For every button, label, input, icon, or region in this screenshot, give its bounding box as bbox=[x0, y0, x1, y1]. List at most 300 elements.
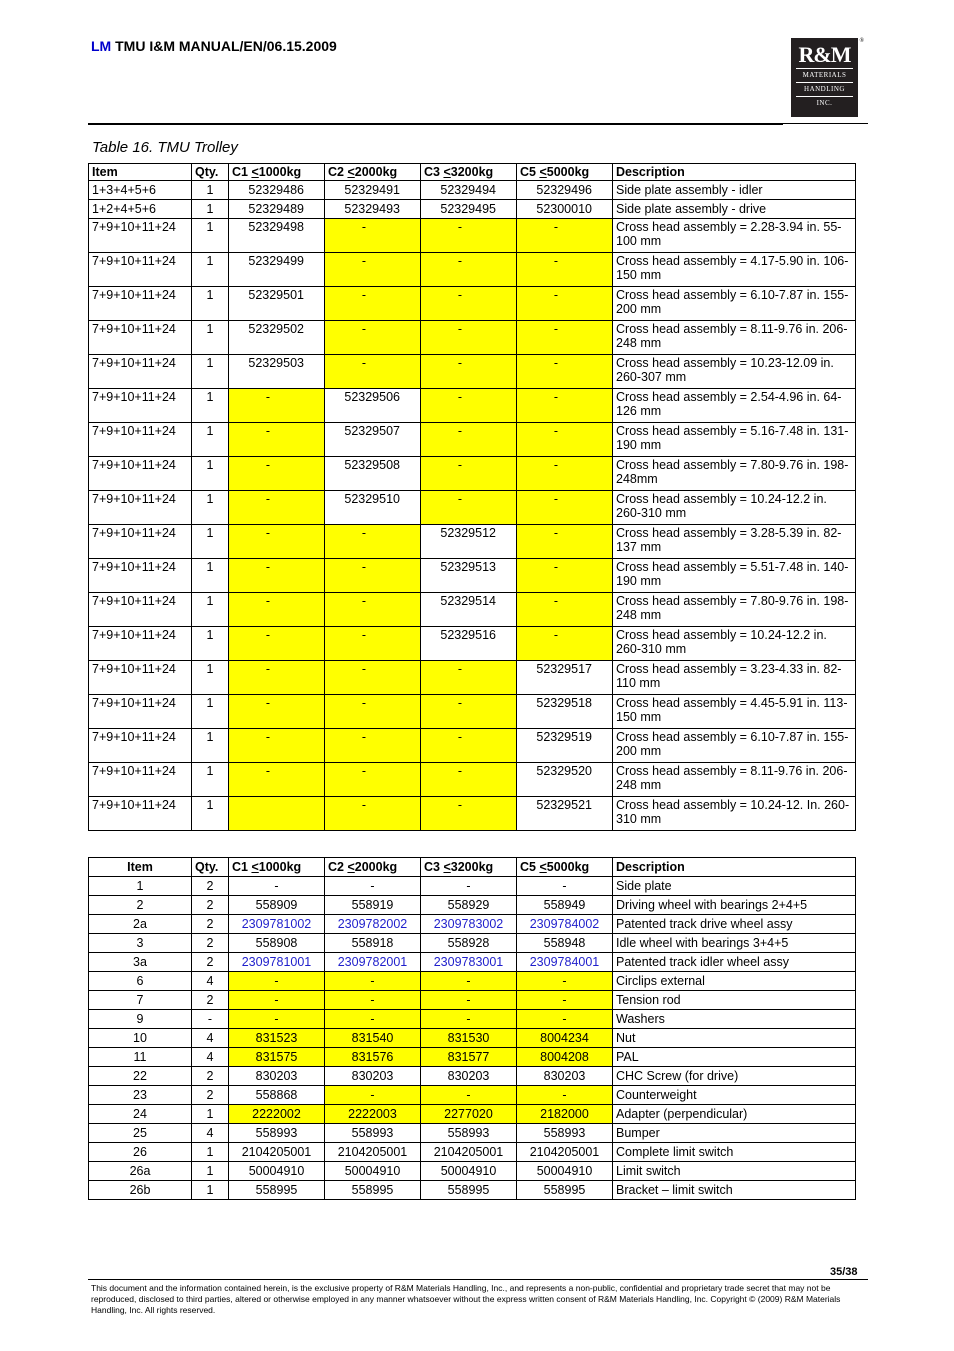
table-row bbox=[89, 729, 856, 763]
table-cell: 558908 bbox=[229, 934, 325, 953]
table-cell: 2 bbox=[89, 896, 192, 915]
table-cell: - bbox=[421, 991, 517, 1010]
table-cell: 558993 bbox=[325, 1124, 421, 1143]
table-row bbox=[89, 1181, 856, 1200]
table-cell: Idle wheel with bearings 3+4+5 bbox=[613, 934, 856, 953]
table-cell: 558995 bbox=[421, 1181, 517, 1200]
table-cell: - bbox=[421, 877, 517, 896]
table-cell: 2309782002 bbox=[325, 915, 421, 934]
table-cell: PAL bbox=[613, 1048, 856, 1067]
table-cell: - bbox=[325, 355, 421, 389]
table-cell: 558909 bbox=[229, 896, 325, 915]
table-cell: 830203 bbox=[325, 1067, 421, 1086]
table-cell: - bbox=[325, 1010, 421, 1029]
column-header: C5 <5000kg bbox=[517, 858, 613, 877]
table-cell: - bbox=[229, 1010, 325, 1029]
table-cell: - bbox=[325, 321, 421, 355]
title-rest: TMU I&M MANUAL/EN/06.15.2009 bbox=[111, 38, 337, 54]
table-cell: - bbox=[517, 877, 613, 896]
table-cell: - bbox=[192, 1010, 229, 1029]
table-cell: Cross head assembly = 8.11-9.76 in. 206-248 mm bbox=[613, 763, 856, 797]
table-cell: 2 bbox=[192, 1067, 229, 1086]
table-cell: - bbox=[325, 729, 421, 763]
table-cell: 1 bbox=[192, 1181, 229, 1200]
table-cell: - bbox=[421, 797, 517, 831]
table-cell: 7+9+10+11+24 bbox=[89, 525, 192, 559]
table-row bbox=[89, 389, 856, 423]
table-cell: - bbox=[421, 1086, 517, 1105]
table-cell: - bbox=[421, 355, 517, 389]
table-cell: 22 bbox=[89, 1067, 192, 1086]
table-cell: Cross head assembly = 10.24-12. In. 260-310 mm bbox=[613, 797, 856, 831]
document-title bbox=[91, 38, 337, 54]
table-cell: 2309783001 bbox=[421, 953, 517, 972]
table-cell: - bbox=[421, 321, 517, 355]
table-cell: Washers bbox=[613, 1010, 856, 1029]
column-header: Item bbox=[89, 858, 192, 877]
table-cell: 11 bbox=[89, 1048, 192, 1067]
table-cell: Patented track drive wheel assy bbox=[613, 915, 856, 934]
table-row bbox=[89, 763, 856, 797]
table-cell: 2309781002 bbox=[229, 915, 325, 934]
table-cell: 558993 bbox=[421, 1124, 517, 1143]
table-cell: 558948 bbox=[517, 934, 613, 953]
table-cell: 2 bbox=[192, 915, 229, 934]
column-header: C5 <5000kg bbox=[517, 164, 613, 181]
table-cell: Cross head assembly = 7.80-9.76 in. 198-248mm bbox=[613, 457, 856, 491]
table-cell: - bbox=[421, 763, 517, 797]
table-cell: - bbox=[421, 972, 517, 991]
table-row bbox=[89, 1067, 856, 1086]
table-cell: 52329491 bbox=[325, 181, 421, 200]
table-cell: 4 bbox=[192, 1029, 229, 1048]
table-cell: Bracket – limit switch bbox=[613, 1181, 856, 1200]
table-cell: 1 bbox=[192, 219, 229, 253]
table-cell: Nut bbox=[613, 1029, 856, 1048]
table-row bbox=[89, 991, 856, 1010]
table-cell: 6 bbox=[89, 972, 192, 991]
table-row bbox=[89, 934, 856, 953]
table-cell: 558928 bbox=[421, 934, 517, 953]
table-cell: 1 bbox=[192, 389, 229, 423]
table-row bbox=[89, 1105, 856, 1124]
table-cell: Cross head assembly = 8.11-9.76 in. 206-248 mm bbox=[613, 321, 856, 355]
table-cell: - bbox=[229, 661, 325, 695]
table-cell: 2277020 bbox=[421, 1105, 517, 1124]
table-cell: 2309783002 bbox=[421, 915, 517, 934]
table-cell: - bbox=[229, 695, 325, 729]
table-row bbox=[89, 423, 856, 457]
column-header: Qty. bbox=[192, 858, 229, 877]
table-cell: 52329512 bbox=[421, 525, 517, 559]
table-cell: 7+9+10+11+24 bbox=[89, 559, 192, 593]
table-cell: Cross head assembly = 10.24-12.2 in. 260-310 mm bbox=[613, 627, 856, 661]
table-cell: - bbox=[229, 559, 325, 593]
table-cell: - bbox=[517, 389, 613, 423]
table-cell: - bbox=[421, 253, 517, 287]
table-cell: - bbox=[229, 972, 325, 991]
table-row bbox=[89, 953, 856, 972]
table-cell: Cross head assembly = 2.54-4.96 in. 64-126 mm bbox=[613, 389, 856, 423]
table-cell: Cross head assembly = 3.28-5.39 in. 82-137 mm bbox=[613, 525, 856, 559]
table-cell: 2 bbox=[192, 991, 229, 1010]
table-cell: 558993 bbox=[517, 1124, 613, 1143]
table-cell: - bbox=[325, 797, 421, 831]
table-cell: 52329499 bbox=[229, 253, 325, 287]
table-cell: 1 bbox=[192, 200, 229, 219]
table-cell: 3a bbox=[89, 953, 192, 972]
table-cell: - bbox=[325, 287, 421, 321]
table-cell: Cross head assembly = 3.23-4.33 in. 82-110 mm bbox=[613, 661, 856, 695]
table-cell: - bbox=[517, 491, 613, 525]
table-row bbox=[89, 525, 856, 559]
table-cell: 26b bbox=[89, 1181, 192, 1200]
table-cell: 1 bbox=[192, 1143, 229, 1162]
table-cell: - bbox=[229, 457, 325, 491]
table-cell: 2 bbox=[192, 896, 229, 915]
table-cell: - bbox=[229, 389, 325, 423]
table-cell: 1 bbox=[192, 253, 229, 287]
table-row bbox=[89, 1124, 856, 1143]
table-cell: - bbox=[229, 991, 325, 1010]
table-cell: 1 bbox=[89, 877, 192, 896]
table-cell: Adapter (perpendicular) bbox=[613, 1105, 856, 1124]
table-row bbox=[89, 200, 856, 219]
table-cell: 830203 bbox=[229, 1067, 325, 1086]
table-cell: - bbox=[517, 559, 613, 593]
table-cell: - bbox=[325, 593, 421, 627]
table-cell: CHC Screw (for drive) bbox=[613, 1067, 856, 1086]
table-cell: Cross head assembly = 5.16-7.48 in. 131-190 mm bbox=[613, 423, 856, 457]
table-cell: Cross head assembly = 10.23-12.09 in. 260-307 mm bbox=[613, 355, 856, 389]
table-cell: 831530 bbox=[421, 1029, 517, 1048]
table-cell: 1 bbox=[192, 763, 229, 797]
table-cell: 52329514 bbox=[421, 593, 517, 627]
column-header: C2 <2000kg bbox=[325, 858, 421, 877]
table-row bbox=[89, 559, 856, 593]
table-cell: 7+9+10+11+24 bbox=[89, 797, 192, 831]
table-cell: 9 bbox=[89, 1010, 192, 1029]
table-cell: - bbox=[421, 729, 517, 763]
table-cell: - bbox=[517, 457, 613, 491]
column-header: C3 <3200kg bbox=[421, 164, 517, 181]
table-cell: 50004910 bbox=[421, 1162, 517, 1181]
table-cell: 7+9+10+11+24 bbox=[89, 321, 192, 355]
table-row bbox=[89, 972, 856, 991]
table-cell: 7+9+10+11+24 bbox=[89, 491, 192, 525]
table-cell: 52329520 bbox=[517, 763, 613, 797]
table-cell: 7+9+10+11+24 bbox=[89, 729, 192, 763]
table-row bbox=[89, 219, 856, 253]
table-row bbox=[89, 1086, 856, 1105]
table-cell: 558995 bbox=[325, 1181, 421, 1200]
title-prefix: LM bbox=[91, 38, 112, 54]
footer-rule bbox=[88, 1279, 868, 1280]
table-cell: 1 bbox=[192, 491, 229, 525]
logo-rm: R&M bbox=[798, 42, 851, 67]
table-cell: 830203 bbox=[421, 1067, 517, 1086]
column-header: C3 <3200kg bbox=[421, 858, 517, 877]
table-cell: 7+9+10+11+24 bbox=[89, 593, 192, 627]
table-row bbox=[89, 896, 856, 915]
table-cell: - bbox=[517, 1086, 613, 1105]
table-cell: - bbox=[421, 389, 517, 423]
table-cell: Side plate assembly - drive bbox=[613, 200, 856, 219]
company-logo bbox=[791, 38, 864, 117]
table-cell: - bbox=[517, 1010, 613, 1029]
table-cell: - bbox=[421, 457, 517, 491]
table-cell: 7+9+10+11+24 bbox=[89, 457, 192, 491]
table-cell: 558918 bbox=[325, 934, 421, 953]
table-cell: 24 bbox=[89, 1105, 192, 1124]
table-cell: Tension rod bbox=[613, 991, 856, 1010]
header-rule bbox=[88, 123, 783, 125]
table-cell: 2222002 bbox=[229, 1105, 325, 1124]
table-row bbox=[89, 287, 856, 321]
table-cell: 558949 bbox=[517, 896, 613, 915]
table-cell: 26a bbox=[89, 1162, 192, 1181]
table-row bbox=[89, 1048, 856, 1067]
table-cell: Cross head assembly = 6.10-7.87 in. 155-200 mm bbox=[613, 729, 856, 763]
table-cell: 558868 bbox=[229, 1086, 325, 1105]
table-cell: Circlips external bbox=[613, 972, 856, 991]
table-cell: - bbox=[517, 355, 613, 389]
table-cell: 1 bbox=[192, 181, 229, 200]
table-row bbox=[89, 661, 856, 695]
table-cell: - bbox=[517, 525, 613, 559]
table-cell: 7+9+10+11+24 bbox=[89, 389, 192, 423]
table-row bbox=[89, 1010, 856, 1029]
table-cell: - bbox=[229, 423, 325, 457]
table-cell: - bbox=[421, 491, 517, 525]
table-cell: 1 bbox=[192, 321, 229, 355]
table-cell: - bbox=[325, 219, 421, 253]
table-cell: - bbox=[325, 627, 421, 661]
table-cell: - bbox=[517, 219, 613, 253]
table-cell: 52329489 bbox=[229, 200, 325, 219]
column-header: Item bbox=[89, 164, 192, 181]
table-cell: 10 bbox=[89, 1029, 192, 1048]
registered-mark: ® bbox=[859, 38, 864, 44]
table-cell: - bbox=[421, 695, 517, 729]
table-cell: 1 bbox=[192, 661, 229, 695]
table-cell: 52329486 bbox=[229, 181, 325, 200]
table-row bbox=[89, 1162, 856, 1181]
table-cell: Cross head assembly = 7.80-9.76 in. 198-248 mm bbox=[613, 593, 856, 627]
table-cell: 7+9+10+11+24 bbox=[89, 253, 192, 287]
table-cell: 7+9+10+11+24 bbox=[89, 287, 192, 321]
table-cell: 7+9+10+11+24 bbox=[89, 661, 192, 695]
table-cell: 2a bbox=[89, 915, 192, 934]
table-cell: Counterweight bbox=[613, 1086, 856, 1105]
table-cell: Cross head assembly = 10.24-12.2 in. 260-310 mm bbox=[613, 491, 856, 525]
table-cell: - bbox=[517, 991, 613, 1010]
table-cell bbox=[229, 797, 325, 831]
table-cell: 831523 bbox=[229, 1029, 325, 1048]
table-cell: 2222003 bbox=[325, 1105, 421, 1124]
table-cell: 7 bbox=[89, 991, 192, 1010]
table-cell: 25 bbox=[89, 1124, 192, 1143]
table-cell: 2 bbox=[192, 953, 229, 972]
table-cell: 52329521 bbox=[517, 797, 613, 831]
table-row bbox=[89, 457, 856, 491]
table-cell: 7+9+10+11+24 bbox=[89, 763, 192, 797]
table-cell: 52329513 bbox=[421, 559, 517, 593]
table-cell: 52329507 bbox=[325, 423, 421, 457]
table-cell: - bbox=[325, 559, 421, 593]
table-cell: - bbox=[229, 627, 325, 661]
table-cell: - bbox=[517, 972, 613, 991]
table-cell: 3 bbox=[89, 934, 192, 953]
table-cell: 2309784002 bbox=[517, 915, 613, 934]
table-cell: - bbox=[325, 253, 421, 287]
table-cell: 1 bbox=[192, 287, 229, 321]
logo-line3: INC. bbox=[816, 99, 833, 107]
table-row bbox=[89, 1143, 856, 1162]
table-cell: 52300010 bbox=[517, 200, 613, 219]
table-cell: - bbox=[421, 423, 517, 457]
table-cell: - bbox=[325, 695, 421, 729]
table-cell: 4 bbox=[192, 972, 229, 991]
table-cell: - bbox=[229, 491, 325, 525]
table-cell: - bbox=[325, 763, 421, 797]
table-cell: 2309782001 bbox=[325, 953, 421, 972]
table-cell: - bbox=[229, 877, 325, 896]
table-cell: 7+9+10+11+24 bbox=[89, 627, 192, 661]
table-cell: 7+9+10+11+24 bbox=[89, 355, 192, 389]
confidentiality-notice: This document and the information contained herein, is the exclusive property of R&M Materials Handling, Inc., and represents a non-public, confidential and proprietary trade secret that may not be reproduced, disclosed to third parties, altered or otherwise employed in any manner whatsoever without the express written consent of R&M Materials Handling, Inc. Copyright © (2009) R&M Materials Handling, Inc. All rights reserved. bbox=[91, 1283, 841, 1315]
table-cell: 52329502 bbox=[229, 321, 325, 355]
table-cell: - bbox=[421, 661, 517, 695]
table-cell: 1+2+4+5+6 bbox=[89, 200, 192, 219]
table-cell: - bbox=[325, 661, 421, 695]
table-cell: - bbox=[421, 1010, 517, 1029]
table-cell: 4 bbox=[192, 1124, 229, 1143]
table-cell: 52329495 bbox=[421, 200, 517, 219]
table-cell: Side plate bbox=[613, 877, 856, 896]
table-cell: 7+9+10+11+24 bbox=[89, 219, 192, 253]
logo-line2: HANDLING bbox=[804, 85, 845, 93]
table-row bbox=[89, 797, 856, 831]
table-cell: Bumper bbox=[613, 1124, 856, 1143]
table-cell: 2104205001 bbox=[517, 1143, 613, 1162]
table-cell: 2309781001 bbox=[229, 953, 325, 972]
column-header: Description bbox=[613, 164, 856, 181]
column-header: Qty. bbox=[192, 164, 229, 181]
table-cell: 2309784001 bbox=[517, 953, 613, 972]
logo-line1: MATERIALS bbox=[802, 71, 847, 79]
column-header: Description bbox=[613, 858, 856, 877]
table-cell: 52329516 bbox=[421, 627, 517, 661]
table-cell: 558919 bbox=[325, 896, 421, 915]
table-cell: 50004910 bbox=[517, 1162, 613, 1181]
column-header: C1 <1000kg bbox=[229, 858, 325, 877]
table-cell: 50004910 bbox=[325, 1162, 421, 1181]
table-cell: - bbox=[325, 991, 421, 1010]
table-cell: 52329498 bbox=[229, 219, 325, 253]
table-cell: Side plate assembly - idler bbox=[613, 181, 856, 200]
table-cell: 1 bbox=[192, 695, 229, 729]
table-cell: 1 bbox=[192, 1162, 229, 1181]
table-cell: 831575 bbox=[229, 1048, 325, 1067]
table-cell: - bbox=[229, 593, 325, 627]
table-cell: Cross head assembly = 4.17-5.90 in. 106-150 mm bbox=[613, 253, 856, 287]
table-cell: - bbox=[229, 763, 325, 797]
table-row bbox=[89, 695, 856, 729]
table-cell: 50004910 bbox=[229, 1162, 325, 1181]
table-row bbox=[89, 877, 856, 896]
table-cell: - bbox=[325, 525, 421, 559]
table-row bbox=[89, 491, 856, 525]
table-cell: 1+3+4+5+6 bbox=[89, 181, 192, 200]
table-cell: 2104205001 bbox=[229, 1143, 325, 1162]
trolley-parts-table bbox=[88, 857, 856, 1200]
page-number: 35/38 bbox=[830, 1266, 858, 1278]
column-header: C1 <1000kg bbox=[229, 164, 325, 181]
table-cell: 4 bbox=[192, 1048, 229, 1067]
table-cell: - bbox=[517, 593, 613, 627]
table-cell: 7+9+10+11+24 bbox=[89, 423, 192, 457]
table-cell: 831540 bbox=[325, 1029, 421, 1048]
table-cell: - bbox=[229, 729, 325, 763]
table-cell: 1 bbox=[192, 423, 229, 457]
table-cell: 2104205001 bbox=[421, 1143, 517, 1162]
table-cell: 831577 bbox=[421, 1048, 517, 1067]
table-cell: 831576 bbox=[325, 1048, 421, 1067]
table-row bbox=[89, 627, 856, 661]
table-cell: 2 bbox=[192, 934, 229, 953]
table-cell: 1 bbox=[192, 457, 229, 491]
table-row bbox=[89, 321, 856, 355]
table-cell: - bbox=[517, 321, 613, 355]
table-cell: 830203 bbox=[517, 1067, 613, 1086]
table-cell: 52329510 bbox=[325, 491, 421, 525]
table-cell: 52329519 bbox=[517, 729, 613, 763]
table-cell: Limit switch bbox=[613, 1162, 856, 1181]
table-cell: - bbox=[517, 423, 613, 457]
table-cell: - bbox=[325, 972, 421, 991]
table-row bbox=[89, 915, 856, 934]
table-row bbox=[89, 1029, 856, 1048]
table-cell: 1 bbox=[192, 797, 229, 831]
table-cell: Cross head assembly = 4.45-5.91 in. 113-150 mm bbox=[613, 695, 856, 729]
table-cell: 52329494 bbox=[421, 181, 517, 200]
table-cell: Cross head assembly = 5.51-7.48 in. 140-190 mm bbox=[613, 559, 856, 593]
table-cell: 23 bbox=[89, 1086, 192, 1105]
table-cell: 2182000 bbox=[517, 1105, 613, 1124]
table-cell: 52329501 bbox=[229, 287, 325, 321]
table-cell: 52329508 bbox=[325, 457, 421, 491]
table-cell: 52329518 bbox=[517, 695, 613, 729]
table-cell: 558929 bbox=[421, 896, 517, 915]
table-cell: 558993 bbox=[229, 1124, 325, 1143]
table-cell: 52329517 bbox=[517, 661, 613, 695]
table-cell: 2 bbox=[192, 1086, 229, 1105]
table-cell: 52329506 bbox=[325, 389, 421, 423]
table-row bbox=[89, 181, 856, 200]
table-cell: 2104205001 bbox=[325, 1143, 421, 1162]
table-caption: Table 16. TMU Trolley bbox=[92, 139, 238, 156]
table-cell: Complete limit switch bbox=[613, 1143, 856, 1162]
table-cell: - bbox=[421, 219, 517, 253]
table-cell: - bbox=[325, 877, 421, 896]
table-cell: Driving wheel with bearings 2+4+5 bbox=[613, 896, 856, 915]
table-cell: 1 bbox=[192, 355, 229, 389]
table-cell: 1 bbox=[192, 627, 229, 661]
table-cell: - bbox=[421, 287, 517, 321]
table-cell: Patented track idler wheel assy bbox=[613, 953, 856, 972]
table-cell: 558995 bbox=[517, 1181, 613, 1200]
